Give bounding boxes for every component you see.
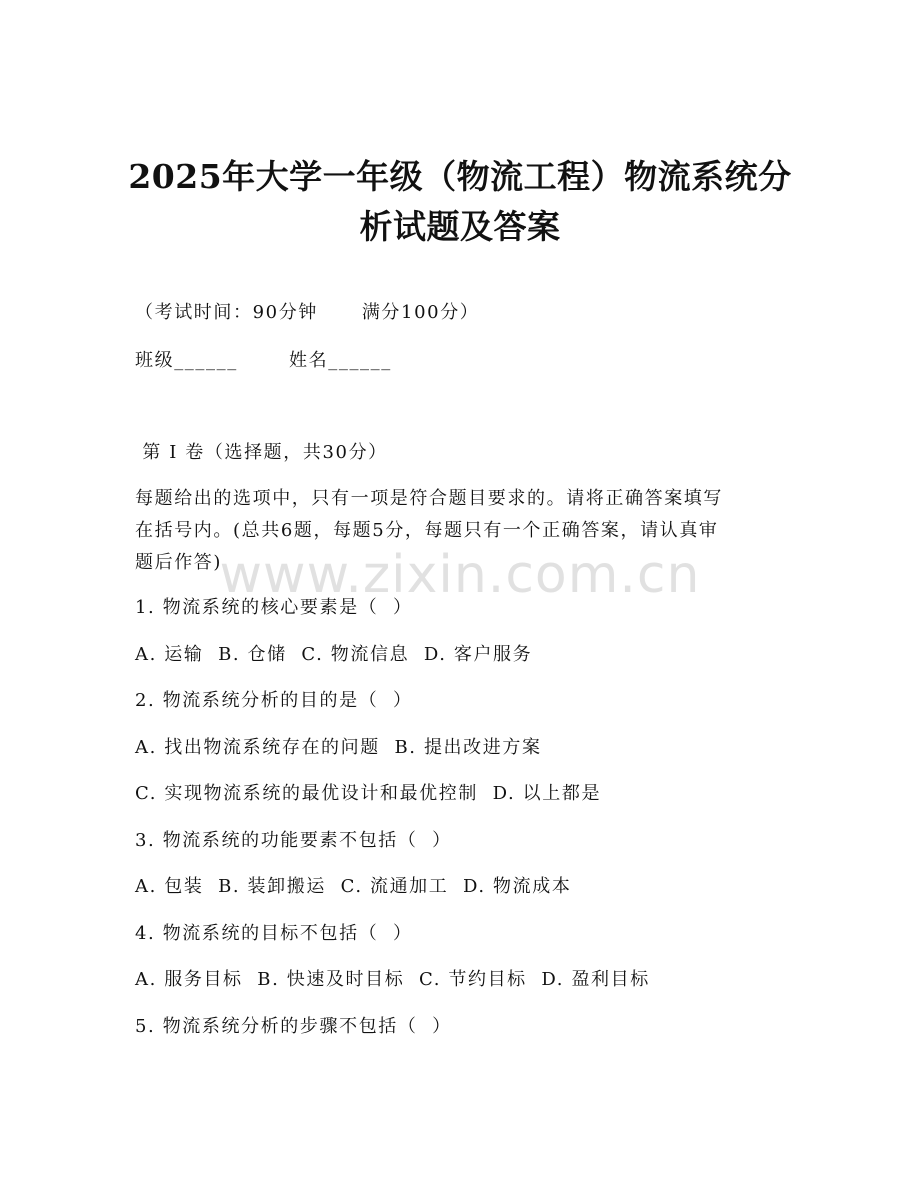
instructions-line: 题后作答) [135,552,223,573]
watermark: www.zixin.com.cn [219,545,701,605]
question-options: A. 运输 B. 仓储 C. 物流信息 D. 客户服务 [135,644,533,665]
question-stem: 2. 物流系统分析的目的是（ ） [135,690,413,711]
exam-info: （考试时间：90分钟 满分100分） [135,302,480,323]
question-stem: 5. 物流系统分析的步骤不包括（ ） [135,1016,452,1037]
document-title-line-2: 析试题及答案 [359,207,561,246]
document-title-line-1: 2025年大学一年级（物流工程）物流系统分 [128,157,792,196]
question-options: A. 服务目标 B. 快速及时目标 C. 节约目标 D. 盈利目标 [135,969,650,990]
class-name-fields: 班级______ 姓名______ [135,350,392,371]
question-options: C. 实现物流系统的最优设计和最优控制 D. 以上都是 [135,783,602,804]
question-options: A. 找出物流系统存在的问题 B. 提出改进方案 [135,737,542,758]
section-heading: 第 I 卷（选择题，共30分） [135,442,388,463]
question-stem: 1. 物流系统的核心要素是（ ） [135,597,413,618]
instructions-line: 在括号内。(总共6题，每题5分，每题只有一个正确答案，请认真审 [135,520,719,541]
question-options: A. 包装 B. 装卸搬运 C. 流通加工 D. 物流成本 [135,876,572,897]
instructions-line: 每题给出的选项中，只有一项是符合题目要求的。请将正确答案填写 [135,488,723,509]
question-stem: 3. 物流系统的功能要素不包括（ ） [135,830,452,851]
question-stem: 4. 物流系统的目标不包括（ ） [135,923,413,944]
